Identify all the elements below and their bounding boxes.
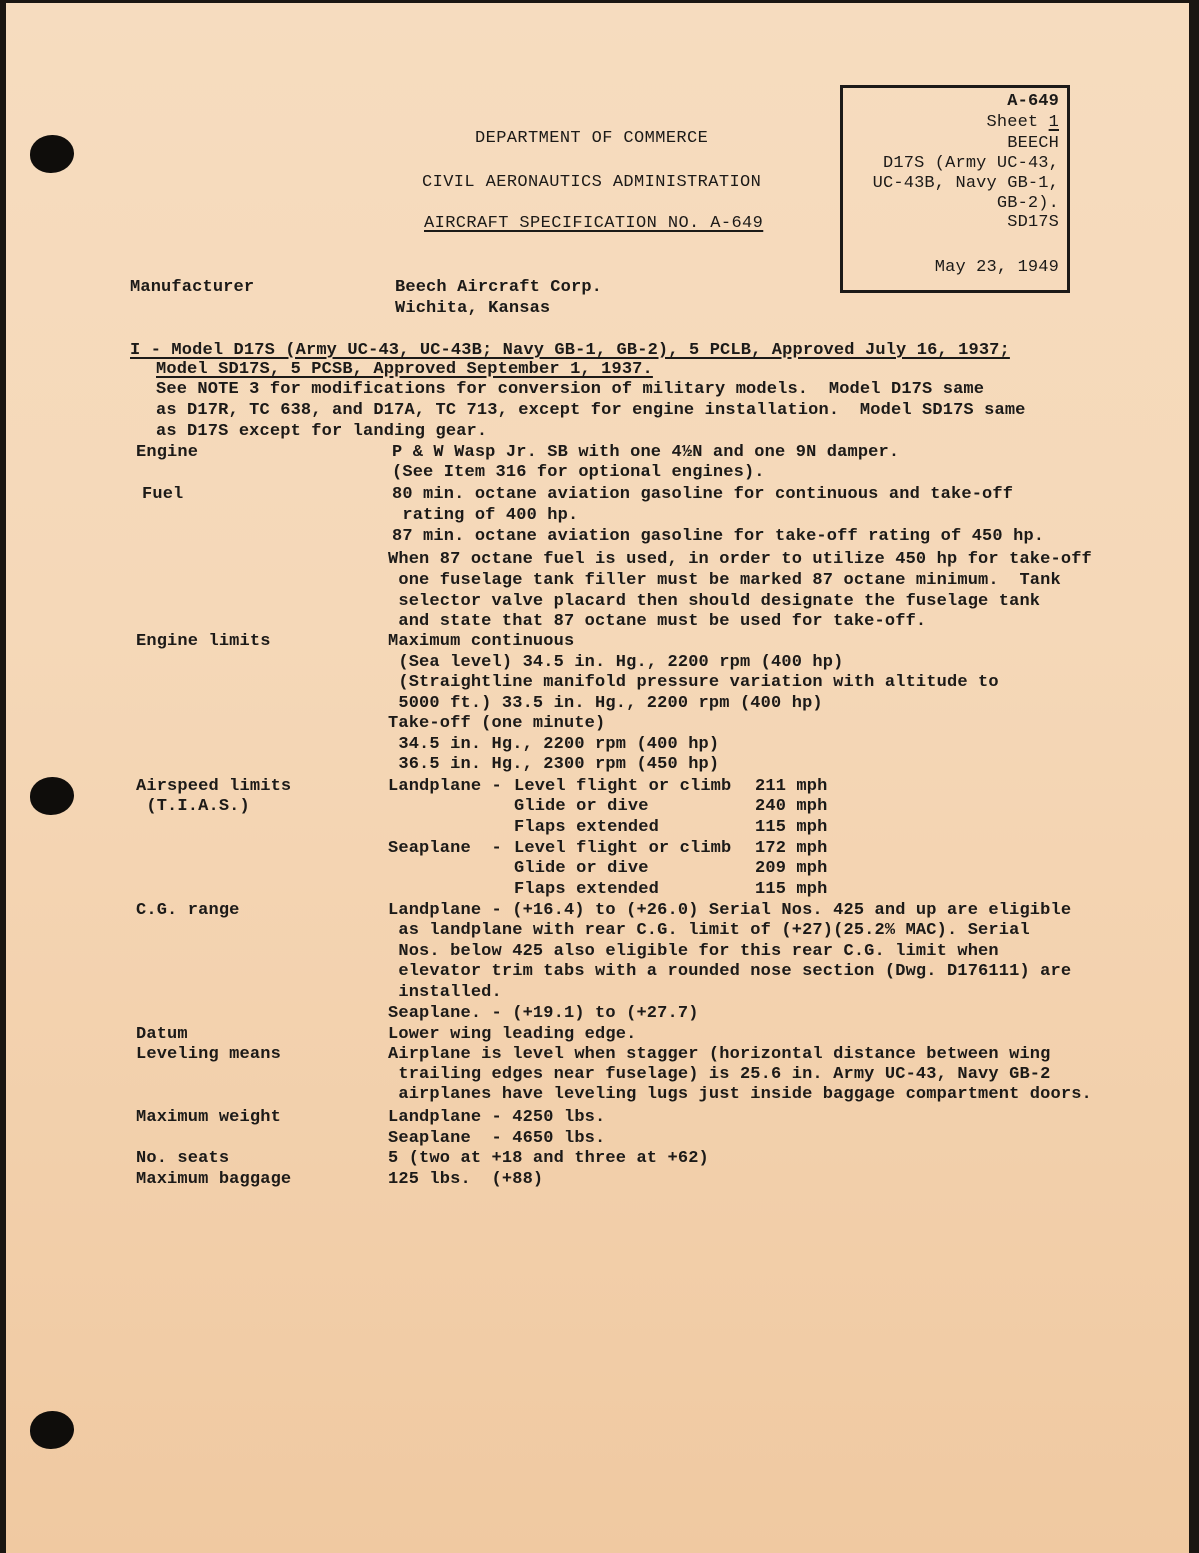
fuel-value: selector valve placard then should designate the fuselage tank	[388, 592, 1041, 611]
airspeed-category: Landplane -	[388, 777, 513, 796]
engine-limits-value: (Straightline manifold pressure variation with altitude to	[388, 673, 999, 692]
engine-label: Engine	[136, 443, 199, 462]
document-page	[6, 3, 1189, 1553]
section-note: See NOTE 3 for modifications for conversion of military models. Model D17S same	[156, 380, 985, 399]
engine-value: (See Item 316 for optional engines).	[392, 463, 765, 482]
airspeed-category: Seaplane -	[388, 839, 513, 858]
model-line: GB-2).	[996, 194, 1059, 213]
section-note: as D17R, TC 638, and D17A, TC 713, except for engine installation. Model SD17S same	[156, 401, 1026, 420]
cg-range-value: Landplane - (+16.4) to (+26.0) Serial Nos. 425 and up are eligible	[388, 901, 1072, 920]
fuel-value: rating of 400 hp.	[392, 506, 579, 525]
engine-limits-label: Engine limits	[136, 632, 271, 651]
cg-range-value: as landplane with rear C.G. limit of (+27)(25.2% MAC). Serial	[388, 921, 1030, 940]
punch-hole	[30, 135, 74, 173]
cg-range-value: installed.	[388, 983, 502, 1002]
airspeed-condition: Flaps extended	[514, 818, 659, 837]
airspeed-value: 115 mph	[755, 818, 828, 837]
baggage-label: Maximum baggage	[136, 1170, 292, 1189]
baggage-value: 125 lbs. (+88)	[388, 1170, 544, 1189]
agency-heading: CIVIL AERONAUTICS ADMINISTRATION	[422, 173, 762, 192]
airspeed-sublabel: (T.I.A.S.)	[136, 797, 250, 816]
airspeed-condition: Glide or dive	[514, 859, 649, 878]
airspeed-condition: Flaps extended	[514, 880, 659, 899]
issue-date: May 23, 1949	[934, 258, 1059, 277]
max-weight-label: Maximum weight	[136, 1108, 281, 1127]
airspeed-value: 211 mph	[755, 777, 828, 796]
engine-limits-value: Maximum continuous	[388, 632, 575, 651]
airspeed-condition: Level flight or climb	[514, 777, 732, 796]
airspeed-value: 240 mph	[755, 797, 828, 816]
airspeed-condition: Level flight or climb	[514, 839, 732, 858]
punch-hole	[30, 777, 74, 815]
model-line: D17S (Army UC-43,	[883, 154, 1059, 173]
sheet-label: Sheet	[986, 113, 1039, 132]
max-weight-value: Landplane - 4250 lbs.	[388, 1108, 606, 1127]
engine-value: P & W Wasp Jr. SB with one 4½N and one 9N damper.	[392, 443, 900, 462]
cg-range-label: C.G. range	[136, 901, 240, 920]
leveling-value: Airplane is level when stagger (horizontal distance between wing	[388, 1045, 1051, 1064]
manufacturer-label: Manufacturer	[130, 278, 255, 297]
spec-title: AIRCRAFT SPECIFICATION NO. A-649	[424, 214, 764, 233]
model-line: SD17S	[1007, 213, 1059, 232]
engine-limits-value: (Sea level) 34.5 in. Hg., 2200 rpm (400 hp)	[388, 653, 844, 672]
airspeed-value: 209 mph	[755, 859, 828, 878]
leveling-value: airplanes have leveling lugs just inside baggage compartment doors.	[388, 1085, 1092, 1104]
leveling-value: trailing edges near fuselage) is 25.6 in. Army UC-43, Navy GB-2	[388, 1065, 1051, 1084]
cg-range-value: elevator trim tabs with a rounded nose section (Dwg. D176111) are	[388, 962, 1072, 981]
spec-number: A-649	[1007, 92, 1059, 111]
airspeed-value: 172 mph	[755, 839, 828, 858]
model-line: UC-43B, Navy GB-1,	[872, 174, 1059, 193]
cg-range-value: Seaplane. - (+19.1) to (+27.7)	[388, 1004, 699, 1023]
datum-label: Datum	[136, 1025, 188, 1044]
section-title: Model SD17S, 5 PCSB, Approved September 1, 1937.	[156, 360, 653, 379]
fuel-value: 87 min. octane aviation gasoline for take-off rating of 450 hp.	[392, 527, 1045, 546]
make: BEECH	[1007, 134, 1059, 153]
seats-label: No. seats	[136, 1149, 230, 1168]
manufacturer-name: Beech Aircraft Corp.	[395, 278, 603, 297]
fuel-value: When 87 octane fuel is used, in order to utilize 450 hp for take-off	[388, 550, 1092, 569]
airspeed-label: Airspeed limits	[136, 777, 292, 796]
sheet-number: 1	[1048, 113, 1059, 132]
cg-range-value: Nos. below 425 also eligible for this rear C.G. limit when	[388, 942, 999, 961]
fuel-label: Fuel	[142, 485, 184, 504]
section-note: as D17S except for landing gear.	[156, 422, 488, 441]
engine-limits-value: Take-off (one minute)	[388, 714, 606, 733]
fuel-value: one fuselage tank filler must be marked 87 octane minimum. Tank	[388, 571, 1061, 590]
engine-limits-value: 36.5 in. Hg., 2300 rpm (450 hp)	[388, 755, 720, 774]
engine-limits-value: 34.5 in. Hg., 2200 rpm (400 hp)	[388, 735, 720, 754]
spec-id-box	[840, 85, 1070, 293]
datum-value: Lower wing leading edge.	[388, 1025, 637, 1044]
sheet-indicator	[987, 113, 1059, 134]
manufacturer-location: Wichita, Kansas	[395, 299, 551, 318]
engine-limits-value: 5000 ft.) 33.5 in. Hg., 2200 rpm (400 hp)	[388, 694, 823, 713]
seats-value: 5 (two at +18 and three at +62)	[388, 1149, 709, 1168]
section-title: I - Model D17S (Army UC-43, UC-43B; Navy GB-1, GB-2), 5 PCLB, Approved July 16, 1937;	[130, 341, 1010, 360]
department-heading: DEPARTMENT OF COMMERCE	[475, 129, 709, 148]
fuel-value: and state that 87 octane must be used for take-off.	[388, 612, 927, 631]
airspeed-value: 115 mph	[755, 880, 828, 899]
airspeed-condition: Glide or dive	[514, 797, 649, 816]
max-weight-value: Seaplane - 4650 lbs.	[388, 1129, 606, 1148]
punch-hole	[30, 1411, 74, 1449]
leveling-label: Leveling means	[136, 1045, 281, 1064]
fuel-value: 80 min. octane aviation gasoline for continuous and take-off	[392, 485, 1014, 504]
